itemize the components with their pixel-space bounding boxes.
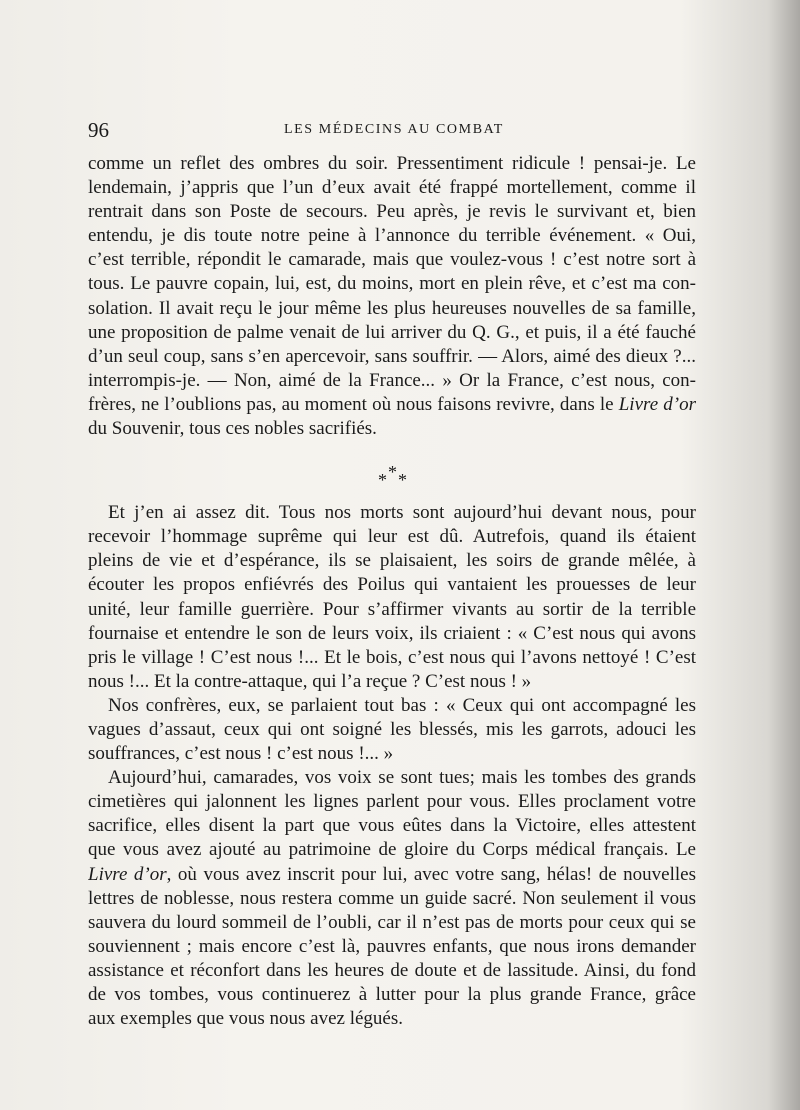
text-line: lendemain, j’appris que l’un d’eux avait été frappé mortellement, comme il	[88, 177, 696, 199]
text-line: écouter les propos enfiévrés des Poilus qui vantaient les prouesses de leur	[88, 574, 696, 596]
text-line: interrompis-je. — Non, aimé de la France... » Or la France, c’est nous, con-	[88, 369, 696, 391]
text-line: souviennent ; mais encore c’est là, pauvres enfants, que nous irons demander	[88, 935, 696, 957]
text-line: nous !... Et la contre-attaque, qui l’a reçue ? C’est nous ! »	[88, 670, 532, 692]
paragraph-4	[88, 766, 696, 1031]
page-header	[88, 118, 728, 146]
running-head: LES MÉDECINS AU COMBAT	[284, 122, 504, 137]
text-line: Aujourd’hui, camarades, vos voix se sont tues; mais les tombes des grands	[108, 767, 696, 789]
text-line: que vous avez ajouté au patrimoine de gloire du Corps médical français. Le	[88, 839, 696, 861]
text-line: fournaise et entendre le son de leurs voix, ils criaient : « C’est nous qui avons	[88, 622, 696, 644]
text-line: unité, leur famille guerrière. Pour s’affirmer vivants au sortir de la terrible	[88, 598, 696, 620]
text-line: lettres de noblesse, nous restera comme un guide sacré. Non seulement il vous	[88, 887, 696, 909]
text-line: d’un seul coup, sans s’en apercevoir, sans souffrir. — Alors, aimé des dieux ?...	[88, 345, 696, 367]
text-line: sauvera du lourd sommeil de l’oubli, car il n’est pas de morts pour ceux qui se	[88, 911, 696, 933]
text-line: Et j’en ai assez dit. Tous nos morts sont aujourd’hui devant nous, pour	[108, 502, 696, 524]
text-line: pris le village ! C’est nous !... Et le bois, c’est nous qui l’avons nettoyé ! C’est	[88, 646, 696, 668]
text-line: une proposition de palme venait de lui arriver du Q. G., et puis, il a été fauché	[88, 321, 696, 343]
text-line: entendu, je dis toute notre peine à l’annonce du terrible événement. « Oui,	[88, 225, 696, 247]
asterism-star: *	[378, 470, 387, 491]
text-line-with-italic	[88, 393, 696, 417]
text-line: cimetières qui jalonnent les lignes parlent pour vous. Elles proclament votre	[88, 791, 696, 813]
paragraph-1	[88, 152, 696, 441]
text-segment: , où vous avez inscrit pour lui, avec votre sang, hélas! de nouvelles	[166, 863, 696, 885]
page-number: 96	[88, 118, 109, 142]
section-separator	[88, 441, 696, 501]
italic-title: Livre d’or	[618, 393, 696, 415]
text-line: solation. Il avait reçu le jour même les plus heureuses nouvelles de sa famille,	[88, 297, 696, 319]
text-line-with-italic	[88, 863, 696, 887]
text-line: comme un reflet des ombres du soir. Pressentiment ridicule ! pensai-je. Le	[88, 153, 696, 174]
text-line: assistance et réconfort dans les heures de doute et de lassitude. Ainsi, du fond	[88, 959, 696, 981]
text-line: tous. Le pauvre copain, lui, est, du moins, mort en plein rêve, et c’est ma con-	[88, 273, 696, 295]
asterism-star: *	[388, 462, 397, 483]
text-line: sacrifice, elles disent la part que vous eûtes dans la Victoire, elles attestent	[88, 815, 696, 837]
text-line: souffrances, c’est nous ! c’est nous !... »	[88, 743, 394, 765]
text-line: recevoir l’hommage suprême qui leur est dû. Autrefois, quand ils étaient	[88, 526, 696, 548]
text-segment: frères, ne l’oublions pas, au moment où nous faisons revivre, dans le	[88, 393, 614, 415]
text-line: de vos tombes, vous continuerez à lutter pour la plus grande France, grâce	[88, 984, 696, 1005]
body-text	[88, 152, 696, 1031]
italic-title: Livre d’or	[88, 863, 167, 885]
text-line: aux exemples que vous nous avez légués.	[88, 1008, 403, 1030]
text-line: vagues d’assaut, ceux qui ont soigné les blessés, mis les garrots, adouci les	[88, 718, 696, 740]
text-line: Nos confrères, eux, se parlaient tout bas : « Ceux qui ont accompagné les	[108, 694, 696, 716]
text-line: rentrait dans son Poste de secours. Peu après, je revis le survivant et, bien	[88, 201, 696, 223]
text-line: c’est terrible, répondit le camarade, mais que voulez-vous ! c’est notre sort à	[88, 249, 696, 271]
paragraph-3	[88, 694, 696, 766]
asterism-star: *	[398, 470, 407, 491]
text-line: du Souvenir, tous ces nobles sacrifiés.	[88, 418, 377, 440]
text-line: pleins de vie et d’espérance, ils se plaisaient, les soirs de grande mêlée, à	[88, 550, 696, 572]
paragraph-2	[88, 501, 696, 694]
